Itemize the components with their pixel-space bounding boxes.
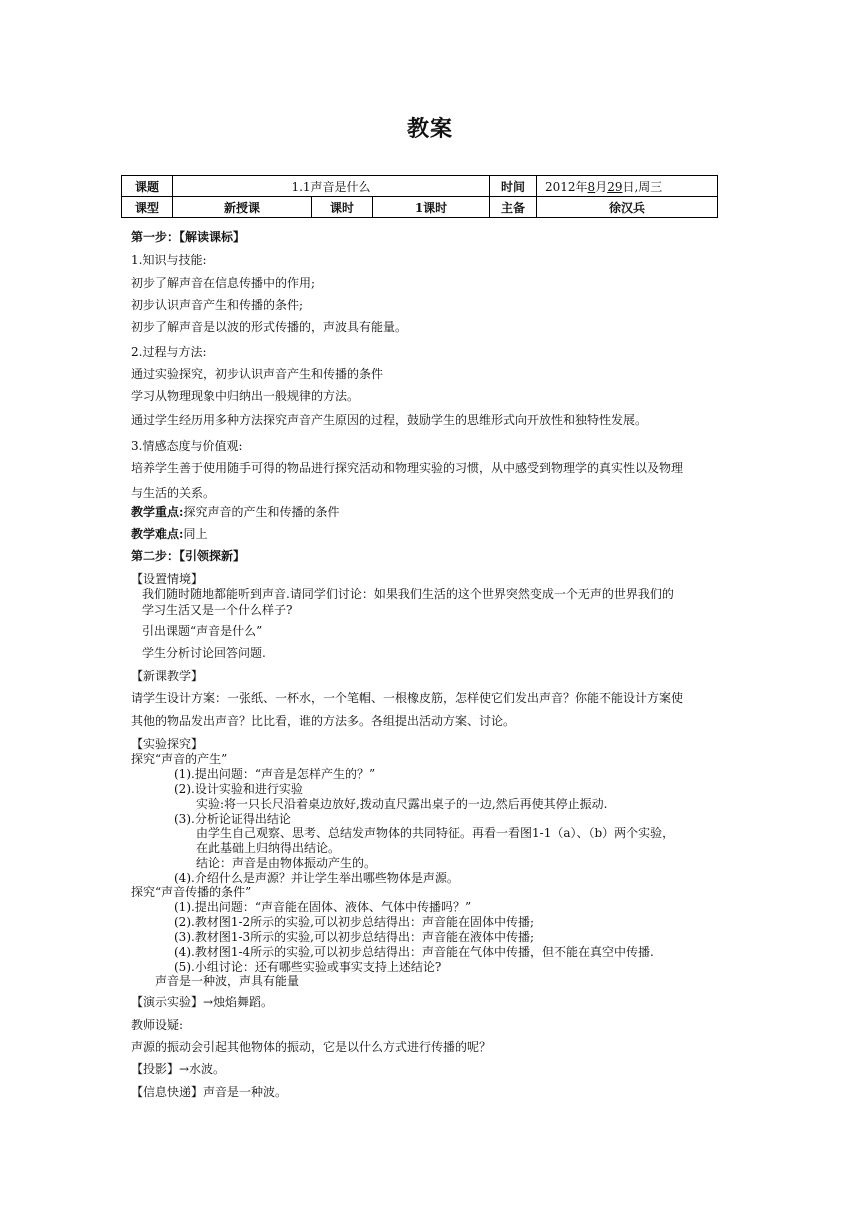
text-line: (3).分析论证得出结论 bbox=[174, 812, 291, 826]
date-day-suffix: 日,周三 bbox=[622, 179, 663, 194]
text-line: (2).设计实验和进行实验 bbox=[174, 782, 303, 796]
table-row bbox=[122, 176, 718, 197]
type-label: 课型 bbox=[122, 197, 173, 218]
text-line: 结论：声音是由物体振动产生的。 bbox=[196, 856, 377, 870]
text-line: 在此基础上归纳得出结论。 bbox=[196, 841, 341, 855]
text-line: 初步认识声音产生和传播的条件; bbox=[131, 298, 304, 312]
text-line: (2).教材图1-2所示的实验,可以初步总结得出：声音能在固体中传播; bbox=[174, 915, 534, 929]
text-line: 【演示实验】→烛焰舞蹈。 bbox=[131, 995, 274, 1009]
step1-heading: 第一步：【解读课标】 bbox=[131, 230, 246, 244]
section-heading: 3.情感态度与价值观: bbox=[131, 439, 243, 453]
date-day: 29 bbox=[607, 179, 623, 194]
lead-label: 主备 bbox=[490, 197, 537, 218]
text-line: 我们随时随地都能听到声音.请同学们讨论：如果我们生活的这个世界突然变成一个无声的世界我们的 bbox=[142, 587, 674, 601]
text-line: 【投影】→水波。 bbox=[131, 1062, 226, 1076]
text-line: 学习生活又是一个什么样子? bbox=[142, 603, 293, 617]
key-point-line bbox=[131, 505, 339, 519]
text-line: 引出课题“声音是什么” bbox=[142, 624, 263, 638]
text-line: (1).提出问题：“声音能在固体、液体、气体中传播吗？” bbox=[174, 900, 472, 914]
text-line: 教师设疑: bbox=[131, 1018, 184, 1032]
text-line: 探究“声音传播的条件” bbox=[131, 885, 252, 899]
text-line: 初步了解声音是以波的形式传播的，声波具有能量。 bbox=[131, 320, 408, 334]
text-line: 声源的振动会引起其他物体的振动，它是以什么方式进行传播的呢？ bbox=[131, 1040, 492, 1054]
text-line: 【信息快递】声音是一种波。 bbox=[131, 1085, 288, 1099]
text-line: (4).教材图1-4所示的实验,可以初步总结得出：声音能在气体中传播，但不能在真空中传播. bbox=[174, 945, 654, 959]
key-point-label: 教学重点: bbox=[131, 505, 184, 519]
section-heading: 【新课教学】 bbox=[131, 669, 204, 683]
lesson-info-table bbox=[121, 175, 718, 218]
topic-label: 课题 bbox=[122, 176, 173, 197]
text-line: 培养学生善于使用随手可得的物品进行探究活动和物理实验的习惯，从中感受到物理学的真实性以及物理 bbox=[131, 461, 684, 475]
type-value: 新授课 bbox=[173, 197, 312, 218]
page-title: 教案 bbox=[406, 117, 453, 142]
text-line: 通过实验探究，初步认识声音产生和传播的条件 bbox=[131, 367, 384, 381]
text-line: (1).提出问题：“声音是怎样产生的？” bbox=[174, 767, 376, 781]
text-line: 学生分析讨论回答问题. bbox=[142, 646, 266, 660]
hours-value: 1课时 bbox=[373, 197, 490, 218]
section-heading: 2.过程与方法: bbox=[131, 345, 207, 359]
date-year: 2012年 bbox=[545, 179, 588, 194]
topic-value: 1.1声音是什么 bbox=[173, 176, 490, 197]
text-line: 由学生自己观察、思考、总结发声物体的共同特征。再看一看图1-1（a）、（b）两个实验， bbox=[196, 826, 675, 840]
time-label: 时间 bbox=[490, 176, 537, 197]
text-line: 实验:将一只长尺沿着桌边放好,拨动直尺露出桌子的一边,然后再使其停止振动. bbox=[196, 797, 608, 811]
table-row bbox=[122, 197, 718, 218]
key-point-value: 探究声音的产生和传播的条件 bbox=[183, 505, 340, 519]
difficulty-line bbox=[131, 527, 207, 541]
section-heading: 【实验探究】 bbox=[131, 737, 204, 751]
lead-value: 徐汉兵 bbox=[537, 197, 718, 218]
text-line: 其他的物品发出声音？比比看，谁的方法多。各组提出活动方案、讨论。 bbox=[131, 714, 516, 728]
text-line: 初步了解声音在信息传播中的作用; bbox=[131, 276, 316, 290]
text-line: 探究“声音的产生” bbox=[131, 752, 228, 766]
text-line: 与生活的关系。 bbox=[131, 486, 216, 500]
text-line: 学习从物理现象中归纳出一般规律的方法。 bbox=[131, 389, 360, 403]
text-line: (5).小组讨论：还有哪些实验或事实支持上述结论? bbox=[174, 960, 442, 974]
text-line: 请学生设计方案：一张纸、一杯水，一个笔帽、一根橡皮筋，怎样使它们发出声音？你能不能设计方案使 bbox=[131, 691, 684, 705]
date-month-suffix: 月 bbox=[595, 179, 608, 194]
hours-label: 课时 bbox=[312, 197, 373, 218]
text-line: (4).介绍什么是声源？并让学生举出哪些物体是声源。 bbox=[174, 871, 459, 885]
text-line: (3).教材图1-3所示的实验,可以初步总结得出：声音能在液体中传播; bbox=[174, 930, 534, 944]
text-line: 声音是一种波，声具有能量 bbox=[155, 974, 300, 988]
section-heading: 【设置情境】 bbox=[131, 572, 204, 586]
date-month: 8 bbox=[587, 179, 596, 194]
section-heading: 1.知识与技能: bbox=[131, 253, 207, 267]
date-value bbox=[537, 176, 718, 197]
step2-heading: 第二步：【引领探新】 bbox=[131, 549, 246, 563]
text-line: 通过学生经历用多种方法探究声音产生原因的过程，鼓励学生的思维形式向开放性和独特性发展。 bbox=[131, 413, 648, 427]
difficulty-label: 教学难点: bbox=[131, 527, 184, 541]
difficulty-value: 同上 bbox=[183, 527, 208, 541]
